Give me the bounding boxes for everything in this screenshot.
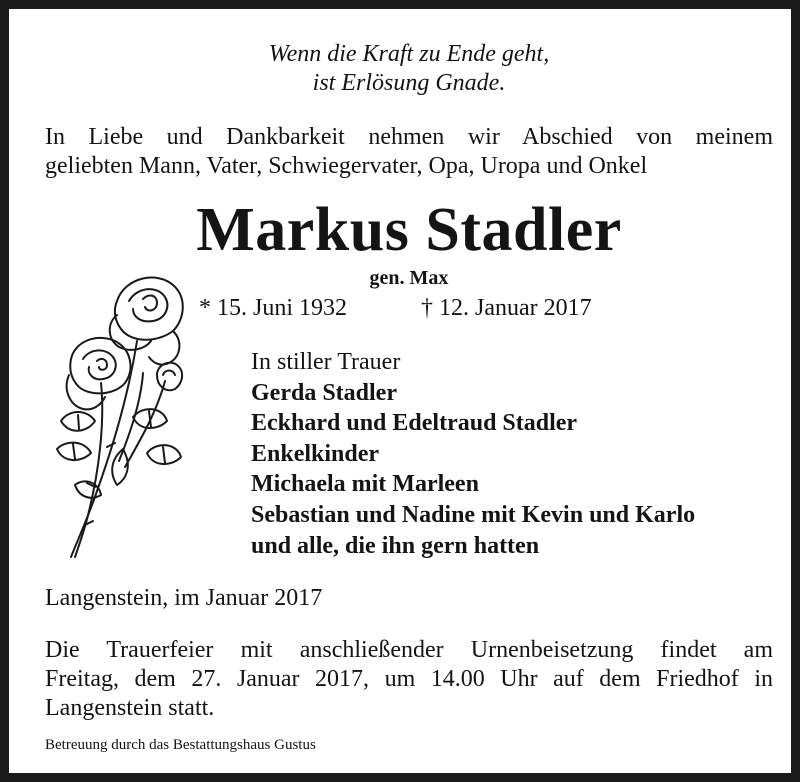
- motto-line-2: ist Erlösung Gnade.: [312, 70, 506, 96]
- mourner-name: Michaela mit Marleen: [251, 471, 479, 498]
- funeral-line-1: Die Trauerfeier mit anschließender Urnenbeisetzung findet am: [45, 637, 773, 663]
- deceased-name: Markus Stadler: [196, 196, 622, 264]
- roses-illustration-icon: [45, 271, 195, 567]
- mourner-name: Enkelkinder: [251, 440, 380, 467]
- funeral-line-2: Freitag, dem 27. Januar 2017, um 14.00 Uhr auf dem Friedhof in: [45, 666, 773, 692]
- motto-line-1: Wenn die Kraft zu Ende geht,: [268, 41, 550, 67]
- mourner-name: Eckhard und Edeltraud Stadler: [251, 410, 578, 437]
- death-date: † 12. Januar 2017: [421, 295, 592, 321]
- deceased-nickname: gen. Max: [369, 267, 449, 289]
- intro-line-2: geliebten Mann, Vater, Schwiegervater, Opa, Uropa und Onkel: [45, 153, 648, 179]
- mourners-heading: In stiller Trauer: [251, 349, 401, 375]
- funeral-text: [45, 636, 773, 723]
- funeral-line-3: Langenstein statt.: [45, 695, 215, 721]
- mourner-name: Sebastian und Nadine mit Kevin und Karlo: [251, 501, 696, 528]
- intro-line-1: In Liebe und Dankbarkeit nehmen wir Abschied von meinem: [45, 124, 773, 150]
- mourner-name: Gerda Stadler: [251, 379, 397, 406]
- birth-date: * 15. Juni 1932: [199, 295, 348, 321]
- funeral-home-credit: Betreuung durch das Bestattungshaus Gustus: [45, 737, 316, 753]
- mourner-name: und alle, die ihn gern hatten: [251, 532, 540, 559]
- intro-text: [45, 123, 773, 181]
- mourners-list: [251, 347, 695, 561]
- place-and-date: Langenstein, im Januar 2017: [45, 585, 323, 611]
